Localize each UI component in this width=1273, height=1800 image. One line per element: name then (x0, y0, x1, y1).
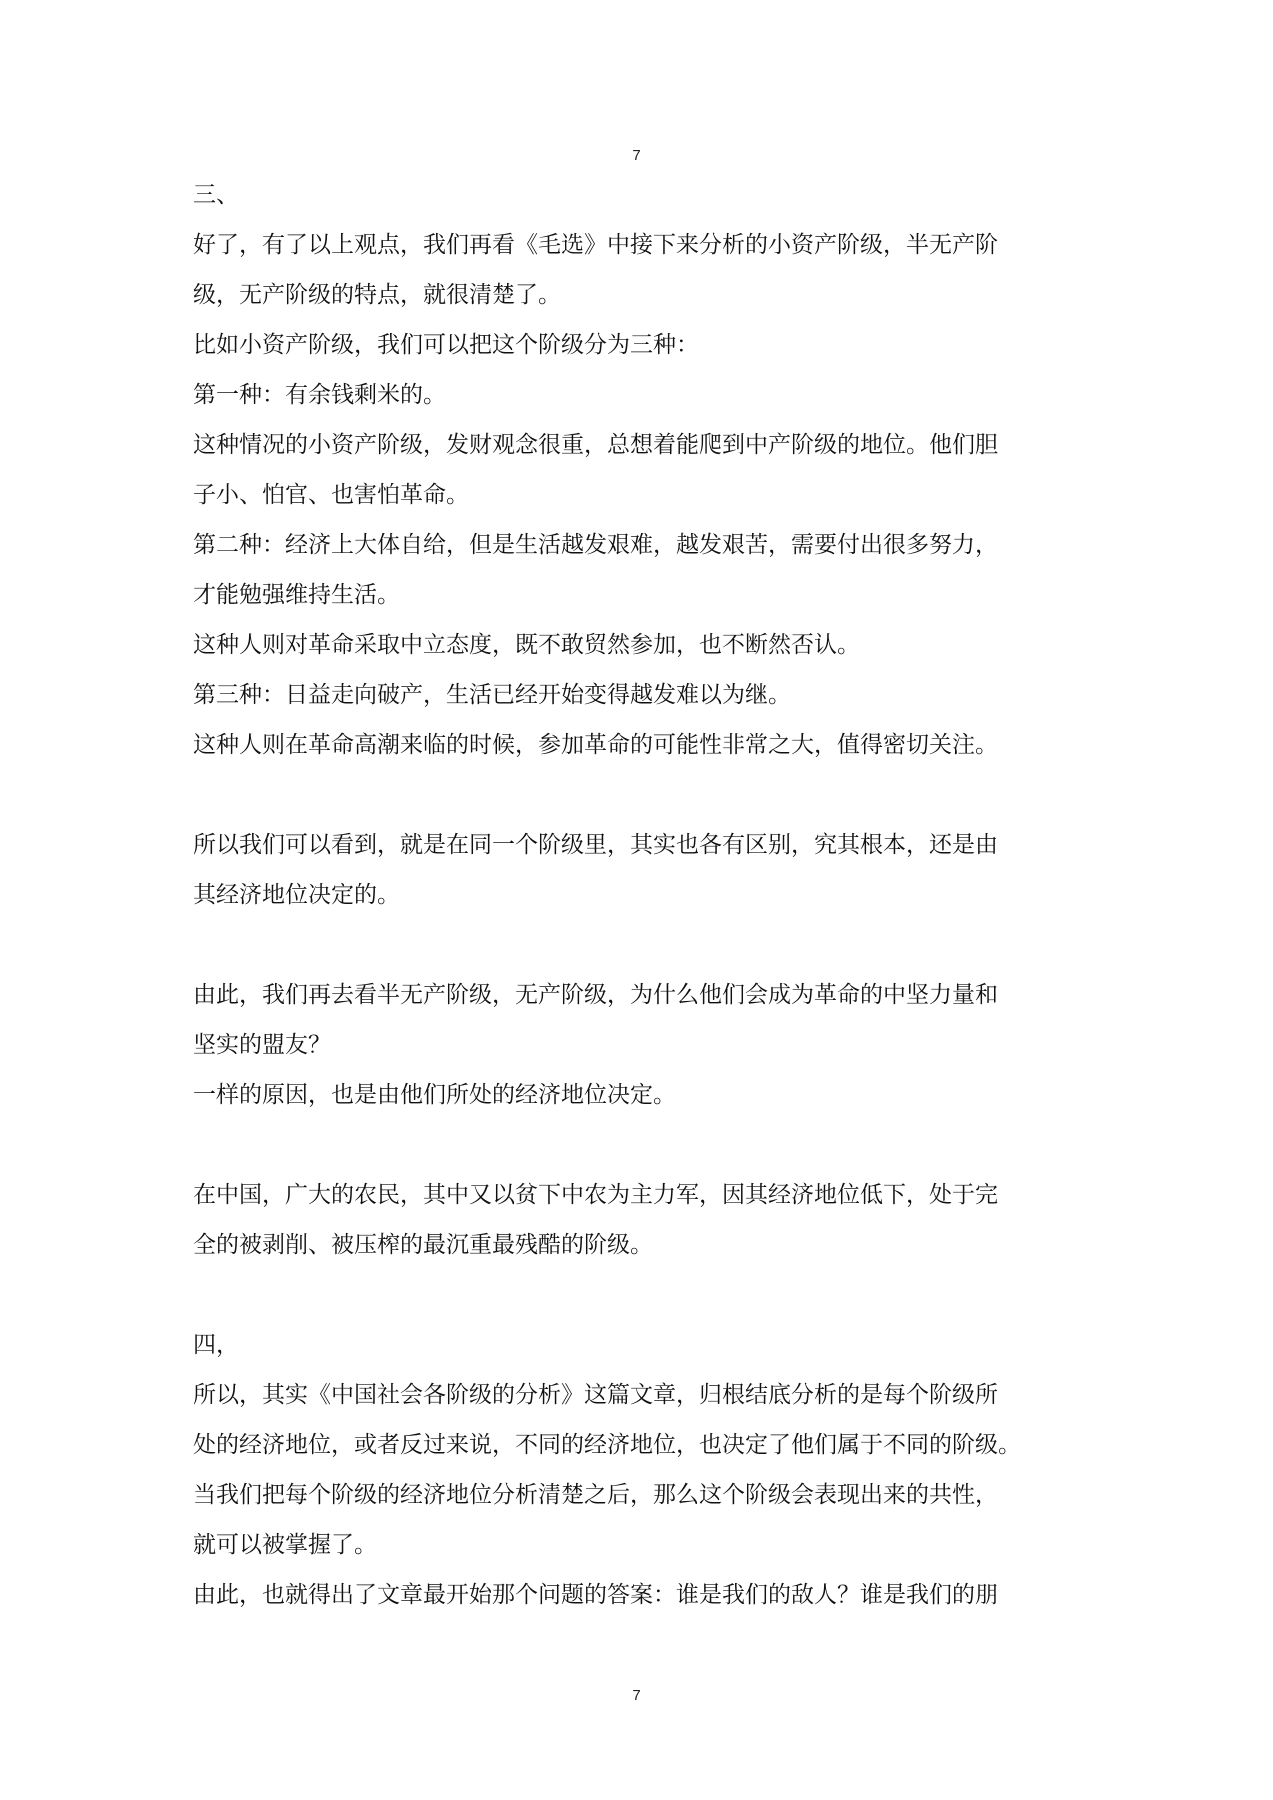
paragraph-gap (193, 920, 1085, 970)
text-line: 第一种：有余钱剩米的。 (193, 382, 446, 408)
text-line: 一样的原因，也是由他们所处的经济地位决定。 (193, 1082, 676, 1108)
text-line: 所以我们可以看到，就是在同一个阶级里，其实也各有区别，究其根本，还是由 (193, 832, 998, 858)
section-heading-three: 三、 (193, 182, 239, 208)
text-line: 所以，其实《中国社会各阶级的分析》这篇文章，归根结底分析的是每个阶级所 (193, 1382, 998, 1408)
text-line: 由此，也就得出了文章最开始那个问题的答案：谁是我们的敌人？谁是我们的朋 (193, 1582, 998, 1608)
section-heading-four: 四， (193, 1332, 239, 1358)
text-line: 其经济地位决定的。 (193, 882, 400, 908)
text-line: 当我们把每个阶级的经济地位分析清楚之后，那么这个阶级会表现出来的共性， (193, 1482, 998, 1508)
text-line: 这种情况的小资产阶级，发财观念很重，总想着能爬到中产阶级的地位。他们胆 (193, 432, 998, 458)
document-body (193, 170, 1085, 1620)
text-line: 第三种：日益走向破产，生活已经开始变得越发难以为继。 (193, 682, 791, 708)
text-line: 全的被剥削、被压榨的最沉重最残酷的阶级。 (193, 1232, 653, 1258)
text-line: 处的经济地位，或者反过来说，不同的经济地位，也决定了他们属于不同的阶级。 (193, 1432, 1021, 1458)
page-number-bottom: 7 (632, 1687, 641, 1704)
text-line: 子小、怕官、也害怕革命。 (193, 482, 469, 508)
text-line: 就可以被掌握了。 (193, 1532, 377, 1558)
text-line: 这种人则在革命高潮来临的时候，参加革命的可能性非常之大，值得密切关注。 (193, 732, 998, 758)
text-line: 坚实的盟友？ (193, 1032, 331, 1058)
text-line: 这种人则对革命采取中立态度，既不敢贸然参加，也不断然否认。 (193, 632, 860, 658)
page-number-top: 7 (632, 147, 641, 164)
paragraph-gap (193, 1120, 1085, 1170)
text-line: 好了，有了以上观点，我们再看《毛选》中接下来分析的小资产阶级，半无产阶 (193, 232, 998, 258)
paragraph-gap (193, 770, 1085, 820)
text-line: 第二种：经济上大体自给，但是生活越发艰难，越发艰苦，需要付出很多努力， (193, 532, 998, 558)
text-line: 在中国，广大的农民，其中又以贫下中农为主力军，因其经济地位低下，处于完 (193, 1182, 998, 1208)
text-line: 级，无产阶级的特点，就很清楚了。 (193, 282, 561, 308)
text-line: 比如小资产阶级，我们可以把这个阶级分为三种： (193, 332, 699, 358)
text-line: 才能勉强维持生活。 (193, 582, 400, 608)
text-line: 由此，我们再去看半无产阶级，无产阶级，为什么他们会成为革命的中坚力量和 (193, 982, 998, 1008)
paragraph-gap (193, 1270, 1085, 1320)
